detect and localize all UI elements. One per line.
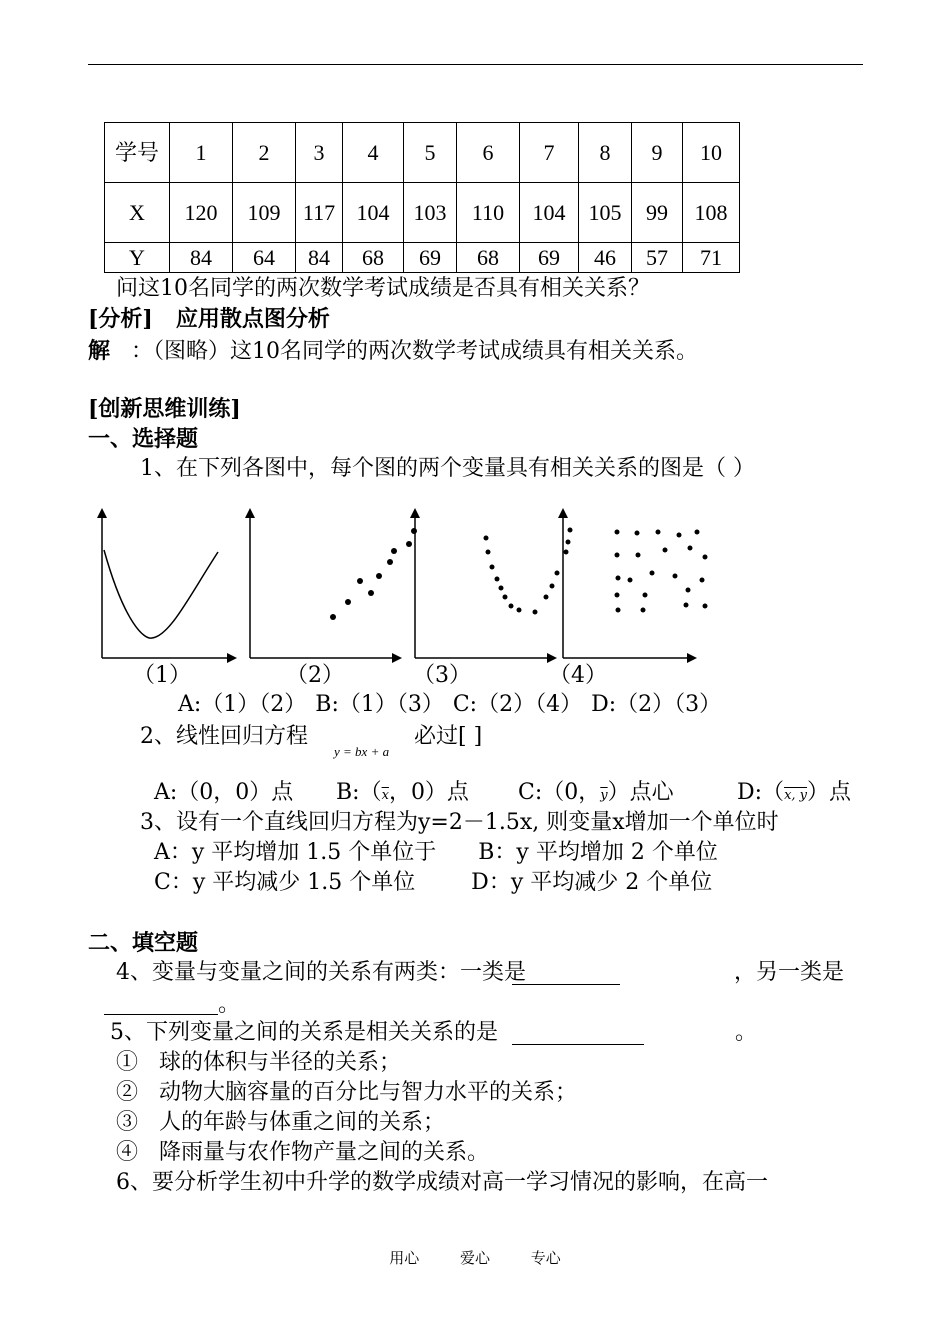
q4-blank-1[interactable] [512, 984, 620, 985]
graph-2 [250, 510, 417, 658]
q4-blank-2[interactable] [104, 1014, 218, 1015]
q2-option-b-post: ，0）点 [388, 780, 469, 805]
graph-label-1: （1） [133, 663, 191, 688]
q4-end: 。 [218, 992, 241, 1017]
table-row-head: 学号 [105, 123, 170, 183]
table-cell: 69 [520, 243, 579, 273]
footer-item: 用心 [389, 1249, 420, 1267]
table-cell: 104 [343, 183, 404, 243]
scattered-points [564, 528, 708, 613]
table-cell: 69 [404, 243, 457, 273]
graph-label-2: （2） [286, 663, 344, 688]
table-cell: 6 [457, 123, 520, 183]
q2-option-c [518, 780, 674, 809]
q2-option-b [336, 780, 469, 809]
solution-label: 解 [88, 338, 111, 364]
table-cell: 108 [683, 183, 740, 243]
table-cell: 120 [170, 183, 233, 243]
table-cell: 109 [233, 183, 296, 243]
table-cell: 3 [296, 123, 343, 183]
table-cell: 84 [296, 243, 343, 273]
q1-text: 1、在下列各图中，每个图的两个变量具有相关关系的图是（ ） [140, 456, 755, 481]
table-row [105, 243, 740, 273]
analysis-line [88, 306, 330, 332]
q2-option-c-post: ）点心 [607, 780, 674, 805]
q2-prefix: 2、线性回归方程 [140, 724, 308, 749]
y-bar: $\overline{y}$ [600, 788, 608, 803]
q2-option-b-pre: B:（ [336, 780, 382, 805]
q5-item-4: ④ 降雨量与农作物产量之间的关系。 [116, 1140, 489, 1165]
q2-option-d-pre: D:（ [737, 780, 785, 805]
q4-text-a: 4、变量与变量之间的关系有两类：一类是 [116, 960, 526, 985]
table-row-head: Y [105, 243, 170, 273]
q3-options-cd: C：y 平均减少 1.5 个单位 D：y 平均减少 2 个单位 [154, 870, 713, 895]
footer-item: 爱心 [459, 1249, 490, 1267]
table-cell: 99 [632, 183, 683, 243]
table-cell: 5 [404, 123, 457, 183]
q2-option-d-post: ）点 [807, 780, 852, 805]
q2-option-d [737, 780, 851, 809]
q5-item-3: ③ 人的年龄与体重之间的关系； [116, 1110, 445, 1135]
table-cell: 46 [579, 243, 632, 273]
solution-line [88, 338, 698, 365]
page-footer [0, 1247, 950, 1268]
q5-end: 。 [735, 1020, 758, 1045]
section-fill: 二、填空题 [88, 930, 199, 956]
q5-item-1: ① 球的体积与半径的关系； [116, 1050, 401, 1075]
q1-options: A:（1）（2） B:（1）（3） C:（2）（4） D:（2）（3） [178, 692, 722, 717]
q3-options-ab: A：y 平均增加 1.5 个单位于 B：y 平均增加 2 个单位 [154, 840, 718, 865]
header-rule [88, 64, 863, 65]
table-cell: 84 [170, 243, 233, 273]
graph-label-4: （4） [549, 663, 607, 688]
table-cell: 4 [343, 123, 404, 183]
xy-bar: x, y [784, 788, 808, 803]
table-cell: 110 [457, 183, 520, 243]
score-table [104, 122, 740, 273]
question-text: 问这10名同学的两次数学考试成绩是否具有相关关系？ [116, 276, 650, 301]
q2-option-a: A:（0，0）点 [154, 780, 294, 805]
q2-suffix: 必过[ ] [414, 724, 483, 749]
table-cell: 68 [343, 243, 404, 273]
u-curve [104, 550, 218, 638]
graph-1 [102, 510, 235, 658]
table-row [105, 123, 740, 183]
table-cell: 105 [579, 183, 632, 243]
table-cell: 71 [683, 243, 740, 273]
graph-3 [415, 510, 560, 658]
table-cell: 9 [632, 123, 683, 183]
graph-label-3: （3） [413, 663, 471, 688]
u-points [484, 536, 560, 615]
linear-points [330, 528, 417, 620]
table-cell: 104 [520, 183, 579, 243]
q3-text: 3、设有一个直线回归方程为y=2－1.5x, 则变量x增加一个单位时 [140, 810, 779, 835]
analysis-label: [分析] [88, 306, 153, 332]
table-cell: 1 [170, 123, 233, 183]
table-cell: 8 [579, 123, 632, 183]
x-bar: $\overline{x}$ [381, 788, 389, 803]
section-choice: 一、选择题 [88, 426, 199, 452]
analysis-text: 应用散点图分析 [175, 306, 330, 332]
table-cell: 103 [404, 183, 457, 243]
table-cell: 64 [233, 243, 296, 273]
solution-text: ：（图略）这10名同学的两次数学考试成绩具有相关关系。 [131, 339, 698, 364]
footer-item: 专心 [530, 1249, 561, 1267]
graph-4 [563, 510, 708, 658]
q5-text: 5、下列变量之间的关系是相关关系的是 [110, 1020, 498, 1045]
q6-text: 6、要分析学生初中升学的数学成绩对高一学习情况的影响，在高一 [116, 1170, 768, 1195]
table-cell: 68 [457, 243, 520, 273]
table-cell: 10 [683, 123, 740, 183]
regression-equation: y = bx + a [334, 744, 390, 759]
table-cell: 117 [296, 183, 343, 243]
q5-item-2: ② 动物大脑容量的百分比与智力水平的关系； [116, 1080, 577, 1105]
section-innovation: [创新思维训练] [88, 396, 241, 422]
table-cell: 57 [632, 243, 683, 273]
q5-blank[interactable] [512, 1044, 644, 1045]
table-row-head: X [105, 183, 170, 243]
q2-option-c-pre: C:（0， [518, 780, 601, 805]
table-row [105, 183, 740, 243]
q4-text-b: ，另一类是 [734, 960, 845, 985]
table-cell: 7 [520, 123, 579, 183]
table-cell: 2 [233, 123, 296, 183]
